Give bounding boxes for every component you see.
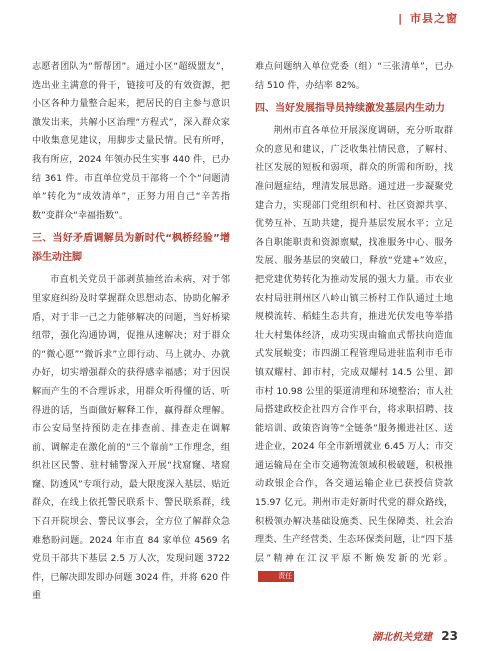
- section-title: 市县之窗: [410, 12, 458, 25]
- paragraph: 市直机关党员干部剥茧抽丝治未病，对于邻里家庭纠纷及时掌握群众思想动态、协助化解矛盾，对于非一己之力能够解决的问题，当好桥梁纽带，强化沟通协调，促推从速解决；对于群众的“微心愿”“微诉求”立即行动、马上就办、办就办好，切实增强群众的获得感幸福感；对于因误解而产生的不合理诉求，用群众听得懂的话、听得进的话，当面做好解释工作，赢得群众理解。市公安局坚持预防走在排查前、排查走在调解前、调解走在激化前的“三个靠前”工作理念，组织社区民警、驻村辅警深入开展“找窟窿、堵窟窿、防透风”专项行动，最大限度深入基层、贴近群众，在线上依托警民联系卡、警民联系群，线下召开院坝会、警民议事会，全方位了解群众急难愁盼问题。2024 年市直 84 家单位 4569 名党员干部共下基层 2.5 万人次，发现问题 3722 件，已解决即发即办问题 3024 件，并将 620 件重: [32, 275, 230, 602]
- paragraph-text: 荆州市直各单位开展深度调研，充分听取群众的意见和建议，广泛收集社情民意，了解村、社区发展的短板和弱项，群众的所需和所盼，找准问题症结，理清发展思路。通过进一步凝聚党建合力，实现部门党组织和村、社区资源共享、优势互补、互助共建，提升基层发展水平；立足各自职能职责和资源禀赋，找准服务中心、服务发展、服务基层的突破口，释放“党建+”效应，把党建优势转化为推动发展的强大力量。市农业农村局驻荆州区八岭山镇三桥村工作队通过土地规模流转、稻蛙生态共育，推进光伏发电等举措壮大村集体经济，成功实现由输血式帮扶向造血式发展蜕变；市四湖工程管理局进驻监利市毛市镇双耀村、卸市村，完成双耀村 14.5 公里、卸市村 10.98 公里的渠道清理和环境整治；市人社局搭建政校企社四方合作平台，将求职招聘、技能培训、政策咨询等“全链条”服务搬进社区、送进企业，2024 年全市新增就业 6.45 万人；市交通运输局在全市交通物流领域积极破题，积极推动政银企合作，各交通运输企业已获授信贷款 15.97 亿元。荆州市走好新时代党的群众路线，积极领办解决基础设施类、民生保障类、社会治理类、生产经营类、生态环保类问题，让“四下基层”精神在江汉平原不断焕发新的光彩。: [255, 126, 453, 564]
- paragraph: 难点问题纳入单位党委（组）“三张清单”，已办结 510 件，办结率 82%。: [255, 62, 453, 91]
- paragraph-last: [255, 122, 453, 587]
- section-heading-4: 四、当好发展指导员持续激发基层内生动力: [255, 103, 445, 115]
- left-column: [32, 58, 230, 606]
- end-mark: 责任: [258, 571, 294, 582]
- paragraph: 志愿者团队为“帮帮团”。通过小区“超级盟友”，选出业主满意的骨干，链接可及的有效资源，把小区各种力量整合起来，把居民的自主参与意识激发出来，共解小区治理“方程式”，深入群众家中收集意见建议，用脚步丈量民情。民有所呼，我有所应，2024 年领办民生实事 440 件，已办结 361 件。市直单位党员干部将一个个“问题清单”转化为“成效清单”，正努力用自己“辛苦指数”变群众“幸福指数”。: [32, 62, 230, 221]
- page-number: 23: [441, 629, 458, 643]
- page-footer: [372, 628, 458, 643]
- magazine-name: 湖北机关党建: [372, 632, 433, 643]
- section-header: [398, 10, 458, 26]
- section-heading-3: 三、当好矛盾调解员为新时代“枫桥经验”增添生动注脚: [32, 233, 230, 264]
- right-column: [255, 58, 453, 587]
- section-bar-icon: |: [398, 12, 404, 25]
